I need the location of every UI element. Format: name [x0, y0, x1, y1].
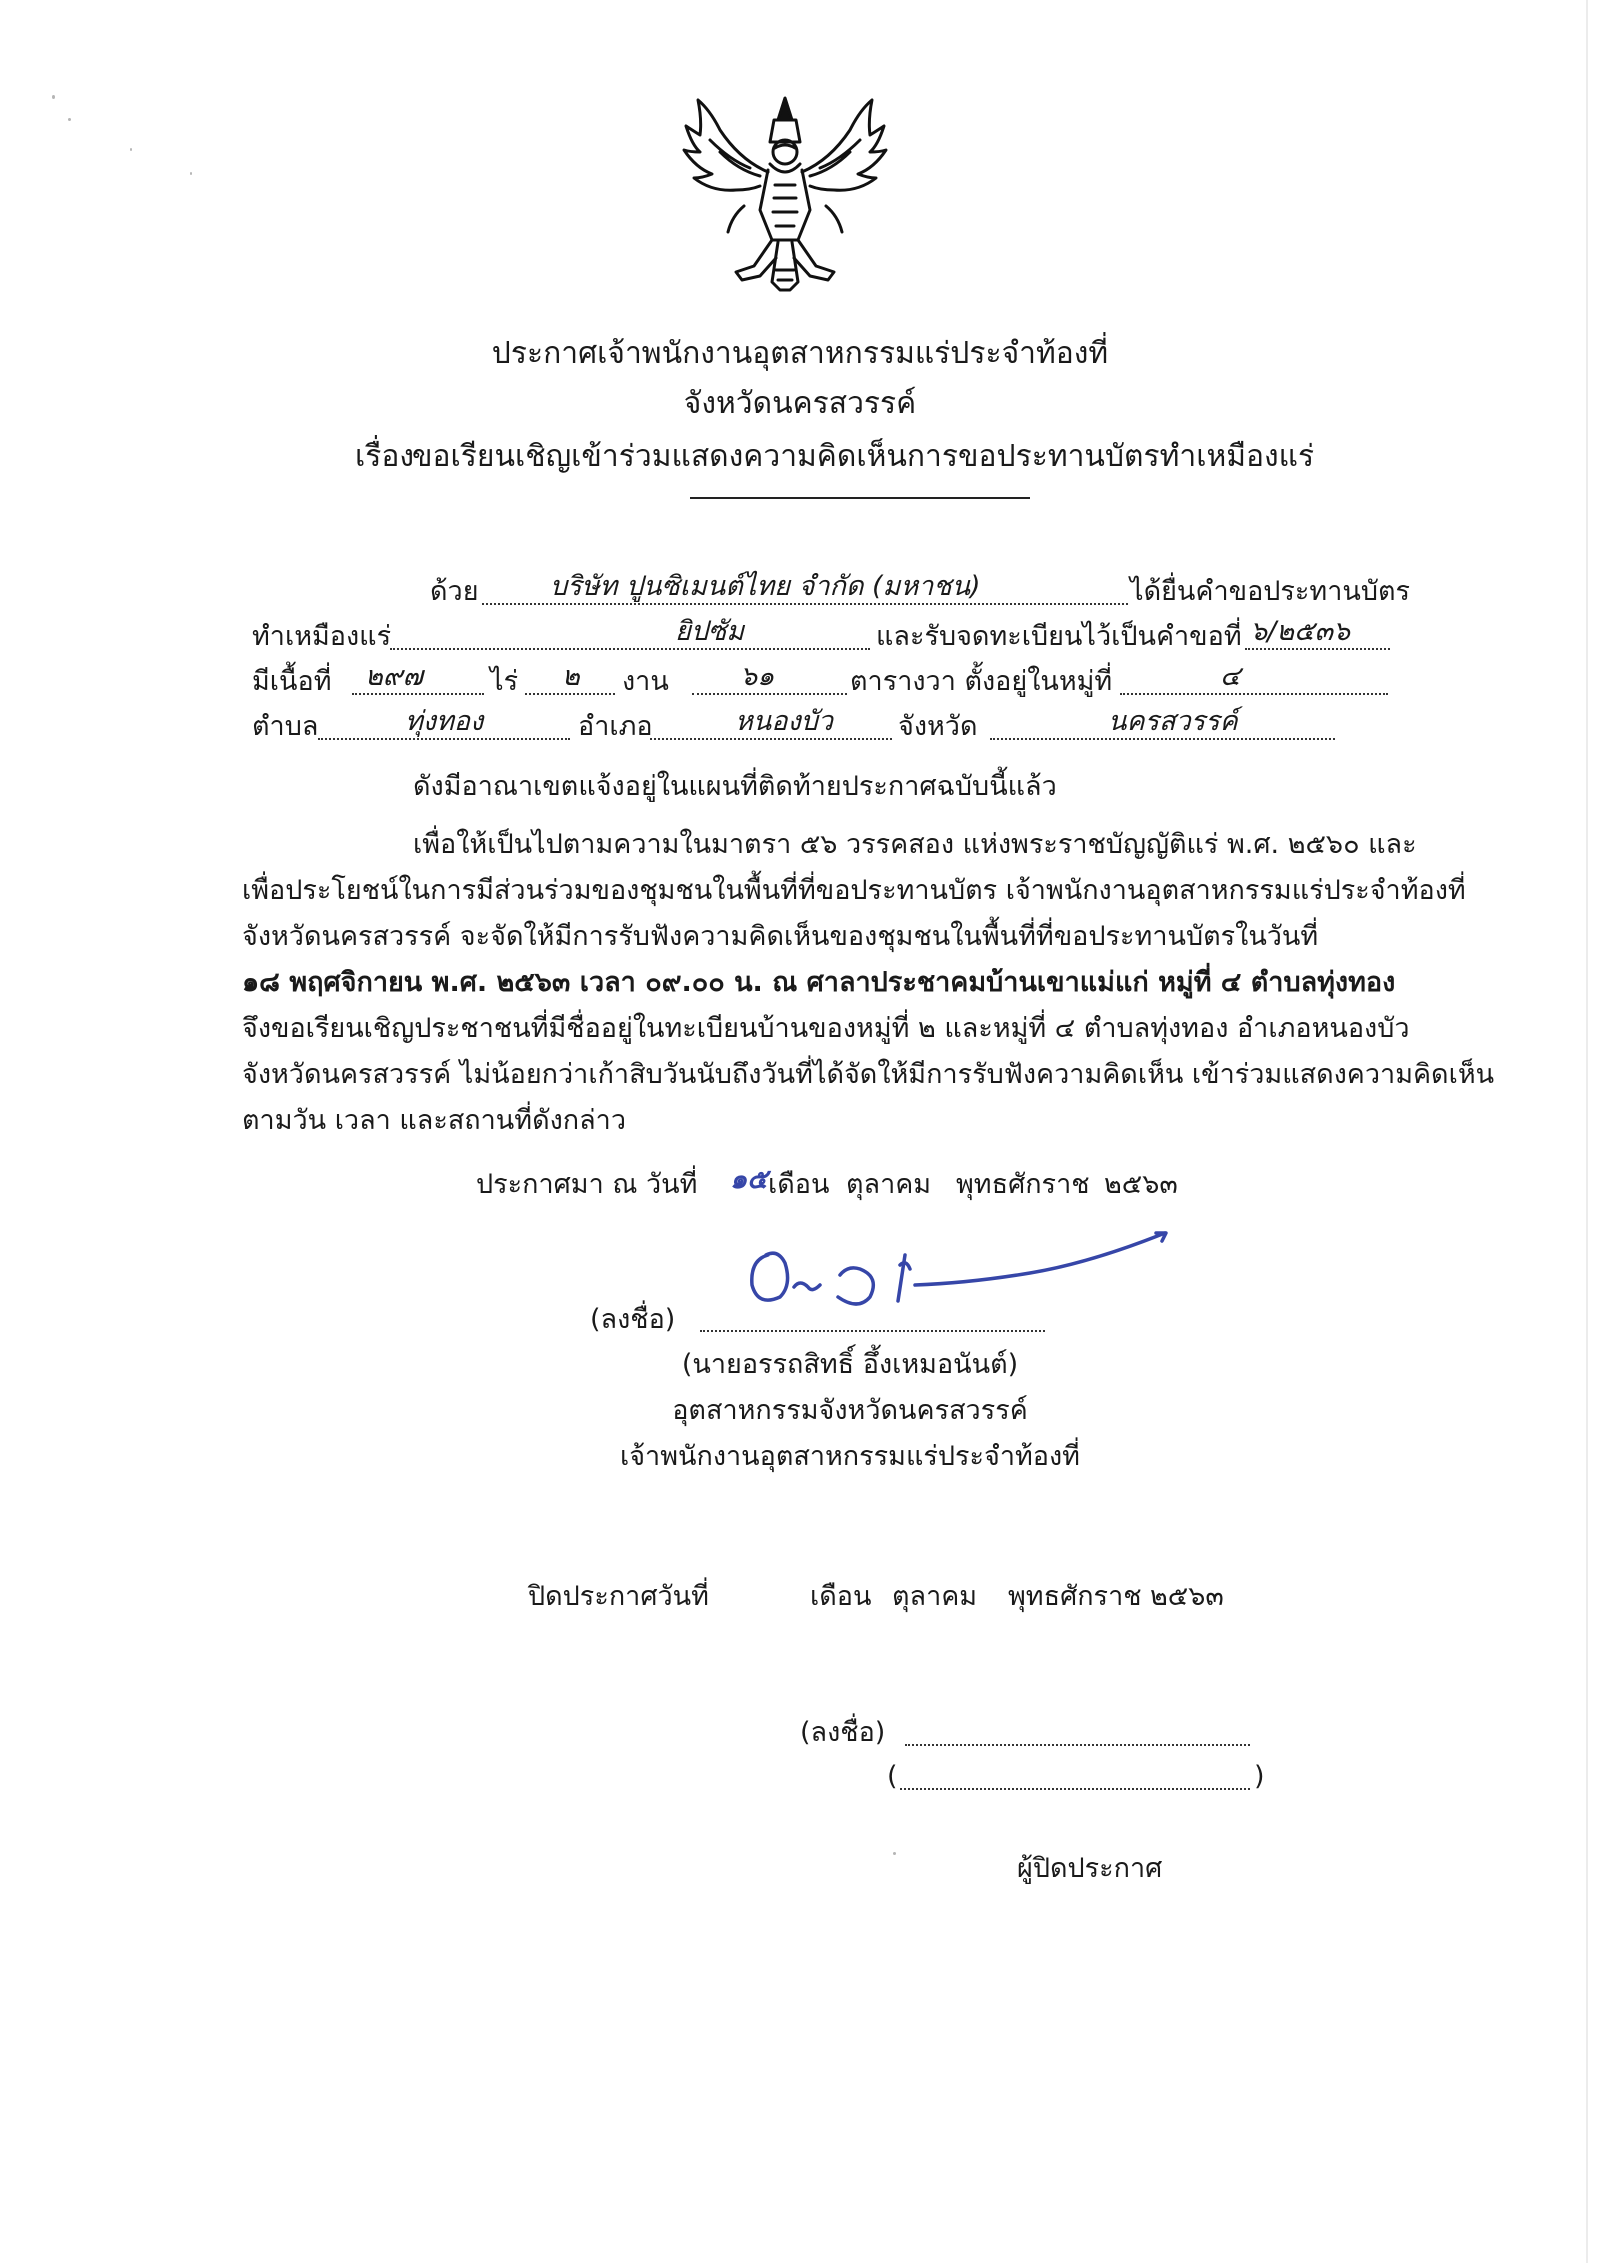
paren-open: (	[887, 1761, 898, 1792]
announce-month: ตุลาคม	[846, 1169, 932, 1200]
body-line-1: เพื่อให้เป็นไปตามความในมาตรา ๕๖ วรรคสอง แห่งพระราชบัญญัติแร่ พ.ศ. ๒๕๖๐ และ	[413, 829, 1417, 860]
province-title: จังหวัดนครสวรรค์	[683, 386, 917, 421]
signature-label: (ลงชื่อ)	[590, 1304, 676, 1335]
posting-signature-line	[905, 1744, 1250, 1746]
scan-speck	[190, 172, 192, 175]
moo-value: ๔	[1220, 661, 1241, 692]
signer-position-2: เจ้าพนักงานอุตสาหกรรมแร่ประจำท้องที่	[620, 1441, 1080, 1472]
signature	[730, 1225, 1180, 1315]
province-label: จังหวัด	[898, 711, 978, 742]
posting-name-line	[900, 1788, 1250, 1790]
announcement-title: ประกาศเจ้าพนักงานอุตสาหกรรมแร่ประจำท้องที่	[491, 336, 1109, 371]
signer-position-1: อุตสาหกรรมจังหวัดนครสวรรค์	[672, 1395, 1028, 1426]
posting-month: ตุลาคม	[892, 1581, 978, 1612]
area-label: มีเนื้อที่	[252, 666, 332, 697]
ngan-label: งาน	[622, 666, 669, 697]
registered-label: และรับจดทะเบียนไว้เป็นคำขอที่	[876, 621, 1242, 652]
filed-label: ได้ยื่นคำขอประทานบัตร	[1130, 576, 1411, 607]
by-label: ด้วย	[430, 576, 479, 607]
subject-text: ขอเรียนเชิญเข้าร่วมแสดงความคิดเห็นการขอประทานบัตรทำเหมืองแร่	[412, 439, 1315, 474]
announce-day: ๑๕	[730, 1164, 768, 1195]
tambon-label: ตำบล	[252, 711, 319, 742]
scan-edge	[1586, 0, 1588, 2263]
announce-year-label: พุทธศักราช	[956, 1169, 1090, 1200]
header-divider	[690, 497, 1030, 499]
announce-year: ๒๕๖๓	[1104, 1169, 1178, 1200]
announce-month-label: เดือน	[768, 1169, 830, 1200]
poster-title: ผู้ปิดประกาศ	[1017, 1853, 1163, 1884]
body-line-6: จังหวัดนครสวรรค์ ไม่น้อยกว่าเก้าสิบวันนับถึงวันที่ได้จัดให้มีการรับฟังความคิดเห็น เข้าร่วมแสดงความคิดเห็น	[242, 1059, 1495, 1090]
rai-label: ไร่	[490, 666, 519, 697]
boundary-note: ดังมีอาณาเขตแจ้งอยู่ในแผนที่ติดท้ายประกาศฉบับนี้แล้ว	[413, 771, 1057, 802]
amphoe-label: อำเภอ	[578, 711, 653, 742]
body-line-3: จังหวัดนครสวรรค์ จะจัดให้มีการรับฟังความคิดเห็นของชุมชนในพื้นที่ที่ขอประทานบัตรในวันที่	[242, 921, 1319, 952]
posting-year-label: พุทธศักราช	[1008, 1581, 1142, 1612]
signature-line	[700, 1330, 1045, 1332]
paren-close: )	[1254, 1761, 1265, 1792]
wa-label: ตารางวา ตั้งอยู่ในหมู่ที่	[850, 666, 1113, 697]
body-line-7: ตามวัน เวลา และสถานที่ดังกล่าว	[242, 1105, 626, 1136]
posting-month-label: เดือน	[810, 1581, 872, 1612]
request-number: ๖/๒๕๓๖	[1250, 616, 1351, 647]
body-line-2: เพื่อประโยชน์ในการมีส่วนร่วมของชุมชนในพื้นที่ที่ขอประทานบัตร เจ้าพนักงานอุตสาหกรรมแร่ประจำท้องที่	[242, 875, 1466, 906]
body-line-5: จึงขอเรียนเชิญประชาชนที่มีชื่ออยู่ในทะเบียนบ้านของหมู่ที่ ๒ และหมู่ที่ ๔ ตำบลทุ่งทอง อำเภอหนองบัว	[242, 1013, 1410, 1044]
province-value: นครสวรรค์	[1108, 706, 1238, 737]
mining-label: ทำเหมืองแร่	[252, 621, 392, 652]
scan-speck	[893, 1852, 896, 1855]
scan-speck	[52, 95, 55, 99]
scan-speck	[68, 118, 71, 121]
wa-value: ๖๑	[740, 661, 775, 692]
announce-prefix: ประกาศมา ณ วันที่	[476, 1169, 698, 1200]
amphoe-value: หนองบัว	[735, 706, 833, 737]
mineral-name: ยิปซัม	[675, 616, 745, 647]
posting-sign-label: (ลงชื่อ)	[800, 1717, 886, 1748]
subject-label: เรื่อง	[355, 439, 415, 474]
posting-year: ๒๕๖๓	[1150, 1581, 1224, 1612]
body-line-4: ๑๘ พฤศจิกายน พ.ศ. ๒๕๖๓ เวลา ๐๙.๐๐ น. ณ ศาลาประชาคมบ้านเขาแม่แก่ หมู่ที่ ๔ ตำบลทุ่งทอง	[242, 967, 1396, 998]
posting-date-label: ปิดประกาศวันที่	[528, 1581, 709, 1612]
dotted-line	[390, 648, 870, 650]
company-name: บริษัท ปูนซิเมนต์ไทย จำกัด (มหาชน)	[550, 571, 981, 602]
rai-value: ๒๙๗	[365, 661, 423, 692]
tambon-value: ทุ่งทอง	[405, 706, 484, 737]
dotted-line	[1120, 693, 1388, 695]
scan-speck	[130, 148, 132, 151]
signer-name: (นายอรรถสิทธิ์ อึ้งเหมอนันต์)	[681, 1349, 1019, 1380]
garuda-emblem	[680, 90, 890, 295]
ngan-value: ๒	[562, 661, 580, 692]
